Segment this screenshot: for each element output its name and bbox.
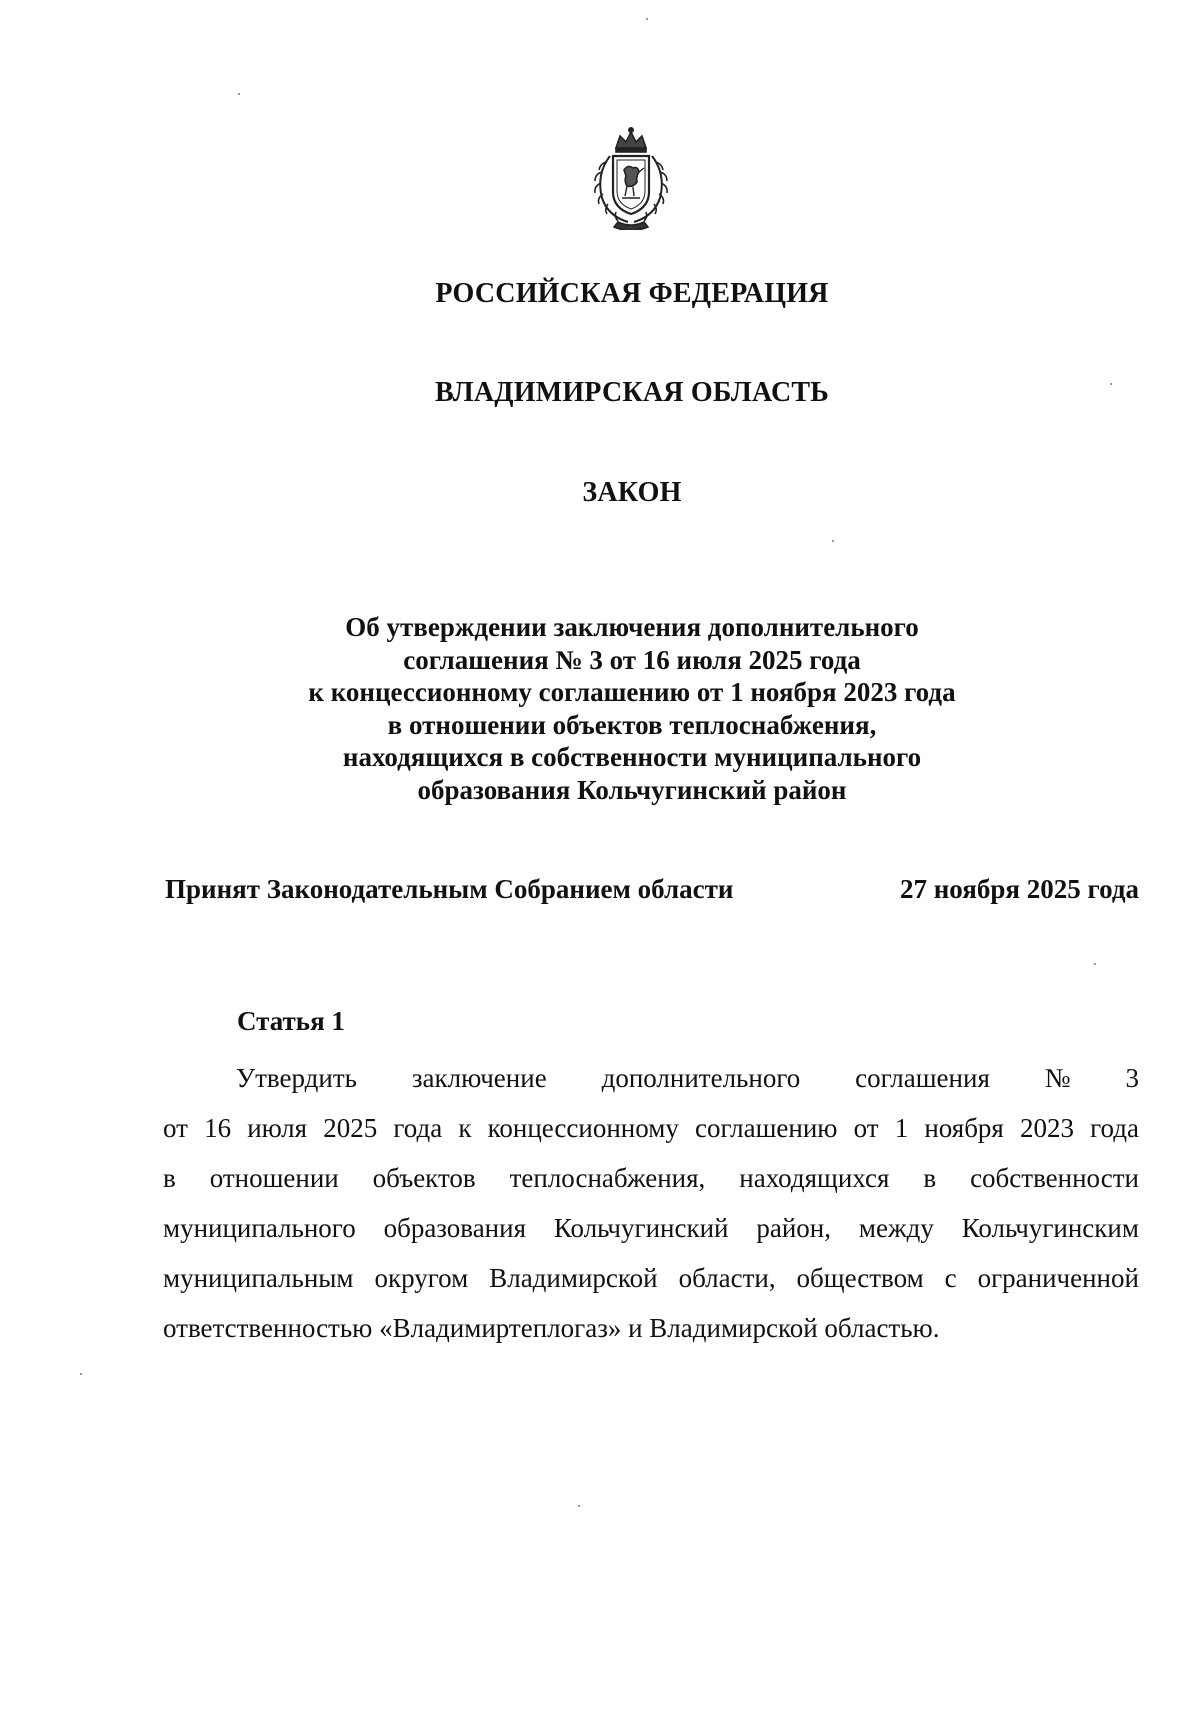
scan-speck (646, 18, 648, 20)
article-word: ноября (924, 1113, 1004, 1143)
article-word: соглашения (855, 1063, 990, 1093)
article-word: в (163, 1163, 176, 1193)
article-line (163, 1153, 1139, 1203)
article-word: Владимирской (489, 1263, 658, 1293)
article-line (163, 1053, 1139, 1103)
article-word: концессионному (487, 1113, 679, 1143)
article-word: между (858, 1213, 934, 1243)
article-word: года (1090, 1113, 1139, 1143)
article-word: муниципального (163, 1213, 356, 1243)
scan-speck (1110, 383, 1112, 385)
article-body (163, 1053, 1139, 1353)
article-word: от (163, 1113, 188, 1143)
article-word: находящихся (739, 1163, 890, 1193)
scan-speck (832, 540, 834, 542)
coat-of-arms-emblem (586, 126, 676, 230)
article-line (163, 1253, 1139, 1303)
article-word: отношении (209, 1163, 339, 1193)
article-word: Кольчугинский (553, 1213, 729, 1243)
region-heading: ВЛАДИМИРСКАЯ ОБЛАСТЬ (434, 377, 830, 408)
article-word: ответственностью «Владимиртеплогаз» и Владимирской областью. (163, 1313, 940, 1343)
article-word: к (458, 1113, 472, 1143)
article-word: образования (383, 1213, 527, 1243)
document-type-heading: ЗАКОН (582, 477, 682, 508)
article-word: округом (374, 1263, 469, 1293)
article-word: обществом (796, 1263, 924, 1293)
article-heading: Статья 1 (237, 1006, 345, 1036)
country-heading: РОССИЙСКАЯ ФЕДЕРАЦИЯ (435, 278, 829, 309)
law-title (240, 611, 1024, 807)
article-word: Утвердить (236, 1063, 357, 1093)
article-word: заключение (411, 1063, 547, 1093)
article-word: собственности (970, 1163, 1139, 1193)
law-title-line: к концессионному соглашению от 1 ноября 2023 года (308, 677, 956, 708)
article-word: теплоснабжения, (509, 1163, 706, 1193)
article-word: года (393, 1113, 443, 1143)
article-word: ограниченной (977, 1263, 1139, 1293)
law-title-line: соглашения № 3 от 16 июля 2025 года (403, 644, 861, 675)
article-line (163, 1303, 1139, 1353)
adoption-date: 27 ноября 2025 года (900, 874, 1139, 904)
adoption-line (165, 874, 1139, 905)
scan-speck (578, 1505, 580, 1507)
article-word: с (944, 1263, 957, 1293)
article-word: 16 (204, 1113, 232, 1143)
article-word: 2025 (323, 1113, 378, 1143)
article-word: от (853, 1113, 879, 1143)
article-word: объектов (372, 1163, 476, 1193)
article-word: район, (756, 1213, 831, 1243)
adoption-text: Принят Законодательным Собранием области (165, 874, 734, 904)
article-word: соглашению (694, 1113, 838, 1143)
article-word: муниципальным (163, 1263, 354, 1293)
article-line (163, 1203, 1139, 1253)
law-title-line: Об утверждении заключения дополнительного (345, 612, 919, 642)
article-word: дополнительного (601, 1063, 801, 1093)
law-title-line: находящихся в собственности муниципального (342, 742, 922, 773)
article-word: Кольчугинским (961, 1213, 1139, 1243)
article-word: области, (678, 1263, 776, 1293)
law-title-line: образования Кольчугинский район (417, 774, 847, 805)
scan-speck (80, 1373, 82, 1375)
article-word: 2023 (1020, 1113, 1074, 1143)
article-word: 3 (1125, 1063, 1139, 1093)
scan-speck (238, 93, 240, 95)
article-line (163, 1103, 1139, 1153)
article-word: 1 (894, 1113, 909, 1143)
law-title-line: в отношении объектов теплоснабжения, (387, 709, 877, 740)
article-word: № (1044, 1063, 1071, 1093)
article-word: июля (247, 1113, 308, 1143)
article-word: в (923, 1163, 937, 1193)
scan-speck (1094, 963, 1096, 965)
